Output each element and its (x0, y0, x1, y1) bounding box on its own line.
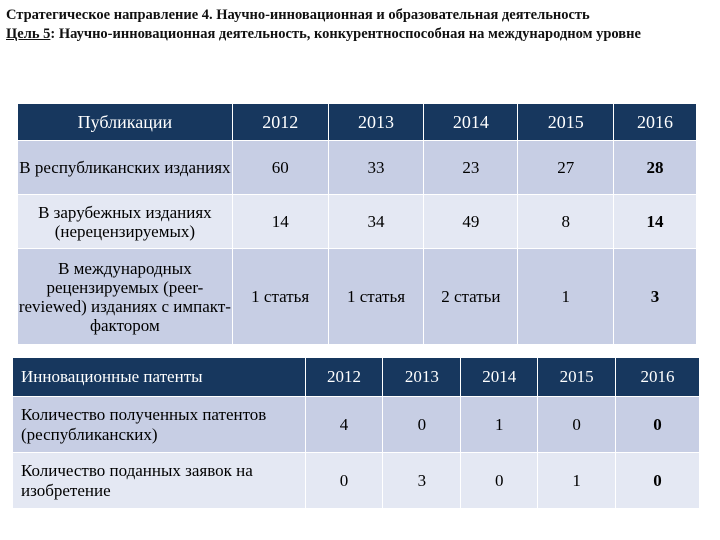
year-header: 2015 (538, 358, 616, 397)
year-header: 2016 (616, 358, 700, 397)
row-label: В республиканских изданиях (18, 141, 233, 195)
table-cell: 4 (305, 397, 383, 453)
year-header: 2012 (305, 358, 383, 397)
publications-table (17, 103, 697, 345)
table-cell: 2 статьи (424, 249, 518, 345)
patents-header-row (13, 358, 700, 397)
table-cell: 0 (461, 453, 538, 509)
table-cell: 0 (305, 453, 383, 509)
table-cell: 0 (616, 453, 700, 509)
year-header: 2015 (518, 104, 614, 141)
publications-title: Публикации (18, 104, 233, 141)
table-cell: 1 (518, 249, 614, 345)
year-header: 2012 (232, 104, 328, 141)
table-row (18, 249, 697, 345)
patents-table (12, 357, 700, 509)
table-cell: 0 (538, 397, 616, 453)
publications-header-row (18, 104, 697, 141)
table-row (18, 141, 697, 195)
table-row (18, 195, 697, 249)
table-cell: 60 (232, 141, 328, 195)
table-cell: 1 (461, 397, 538, 453)
year-header: 2013 (383, 358, 461, 397)
table-cell: 1 (538, 453, 616, 509)
year-header: 2014 (461, 358, 538, 397)
year-header: 2016 (614, 104, 697, 141)
year-header: 2014 (424, 104, 518, 141)
patents-title: Инновационные патенты (13, 358, 306, 397)
table-row (13, 453, 700, 509)
table-cell: 3 (614, 249, 697, 345)
table-row (13, 397, 700, 453)
table-cell: 0 (383, 397, 461, 453)
table-cell: 23 (424, 141, 518, 195)
table-cell: 1 статья (232, 249, 328, 345)
table-cell: 14 (614, 195, 697, 249)
table-cell: 49 (424, 195, 518, 249)
table-cell: 28 (614, 141, 697, 195)
row-label: В зарубежных изданиях (нерецензируемых) (18, 195, 233, 249)
goal-line (6, 25, 714, 44)
table-cell: 1 статья (328, 249, 424, 345)
row-label: Количество полученных патентов (республиканских) (13, 397, 306, 453)
slide-header (6, 6, 714, 44)
table-cell: 0 (616, 397, 700, 453)
row-label: Количество поданных заявок на изобретение (13, 453, 306, 509)
goal-text: : Научно-инновационная деятельность, конкурентноспособная на международном уровне (50, 26, 641, 42)
strategic-direction-title: Стратегическое направление 4. Научно-инновационная и образовательная деятельность (6, 7, 590, 23)
table-cell: 27 (518, 141, 614, 195)
table-cell: 14 (232, 195, 328, 249)
table-cell: 8 (518, 195, 614, 249)
year-header: 2013 (328, 104, 424, 141)
table-cell: 33 (328, 141, 424, 195)
table-cell: 34 (328, 195, 424, 249)
goal-label: Цель 5 (6, 26, 51, 42)
row-label: В международных рецензируемых (peer-reviewed) изданиях с импакт-фактором (18, 249, 233, 345)
table-cell: 3 (383, 453, 461, 509)
